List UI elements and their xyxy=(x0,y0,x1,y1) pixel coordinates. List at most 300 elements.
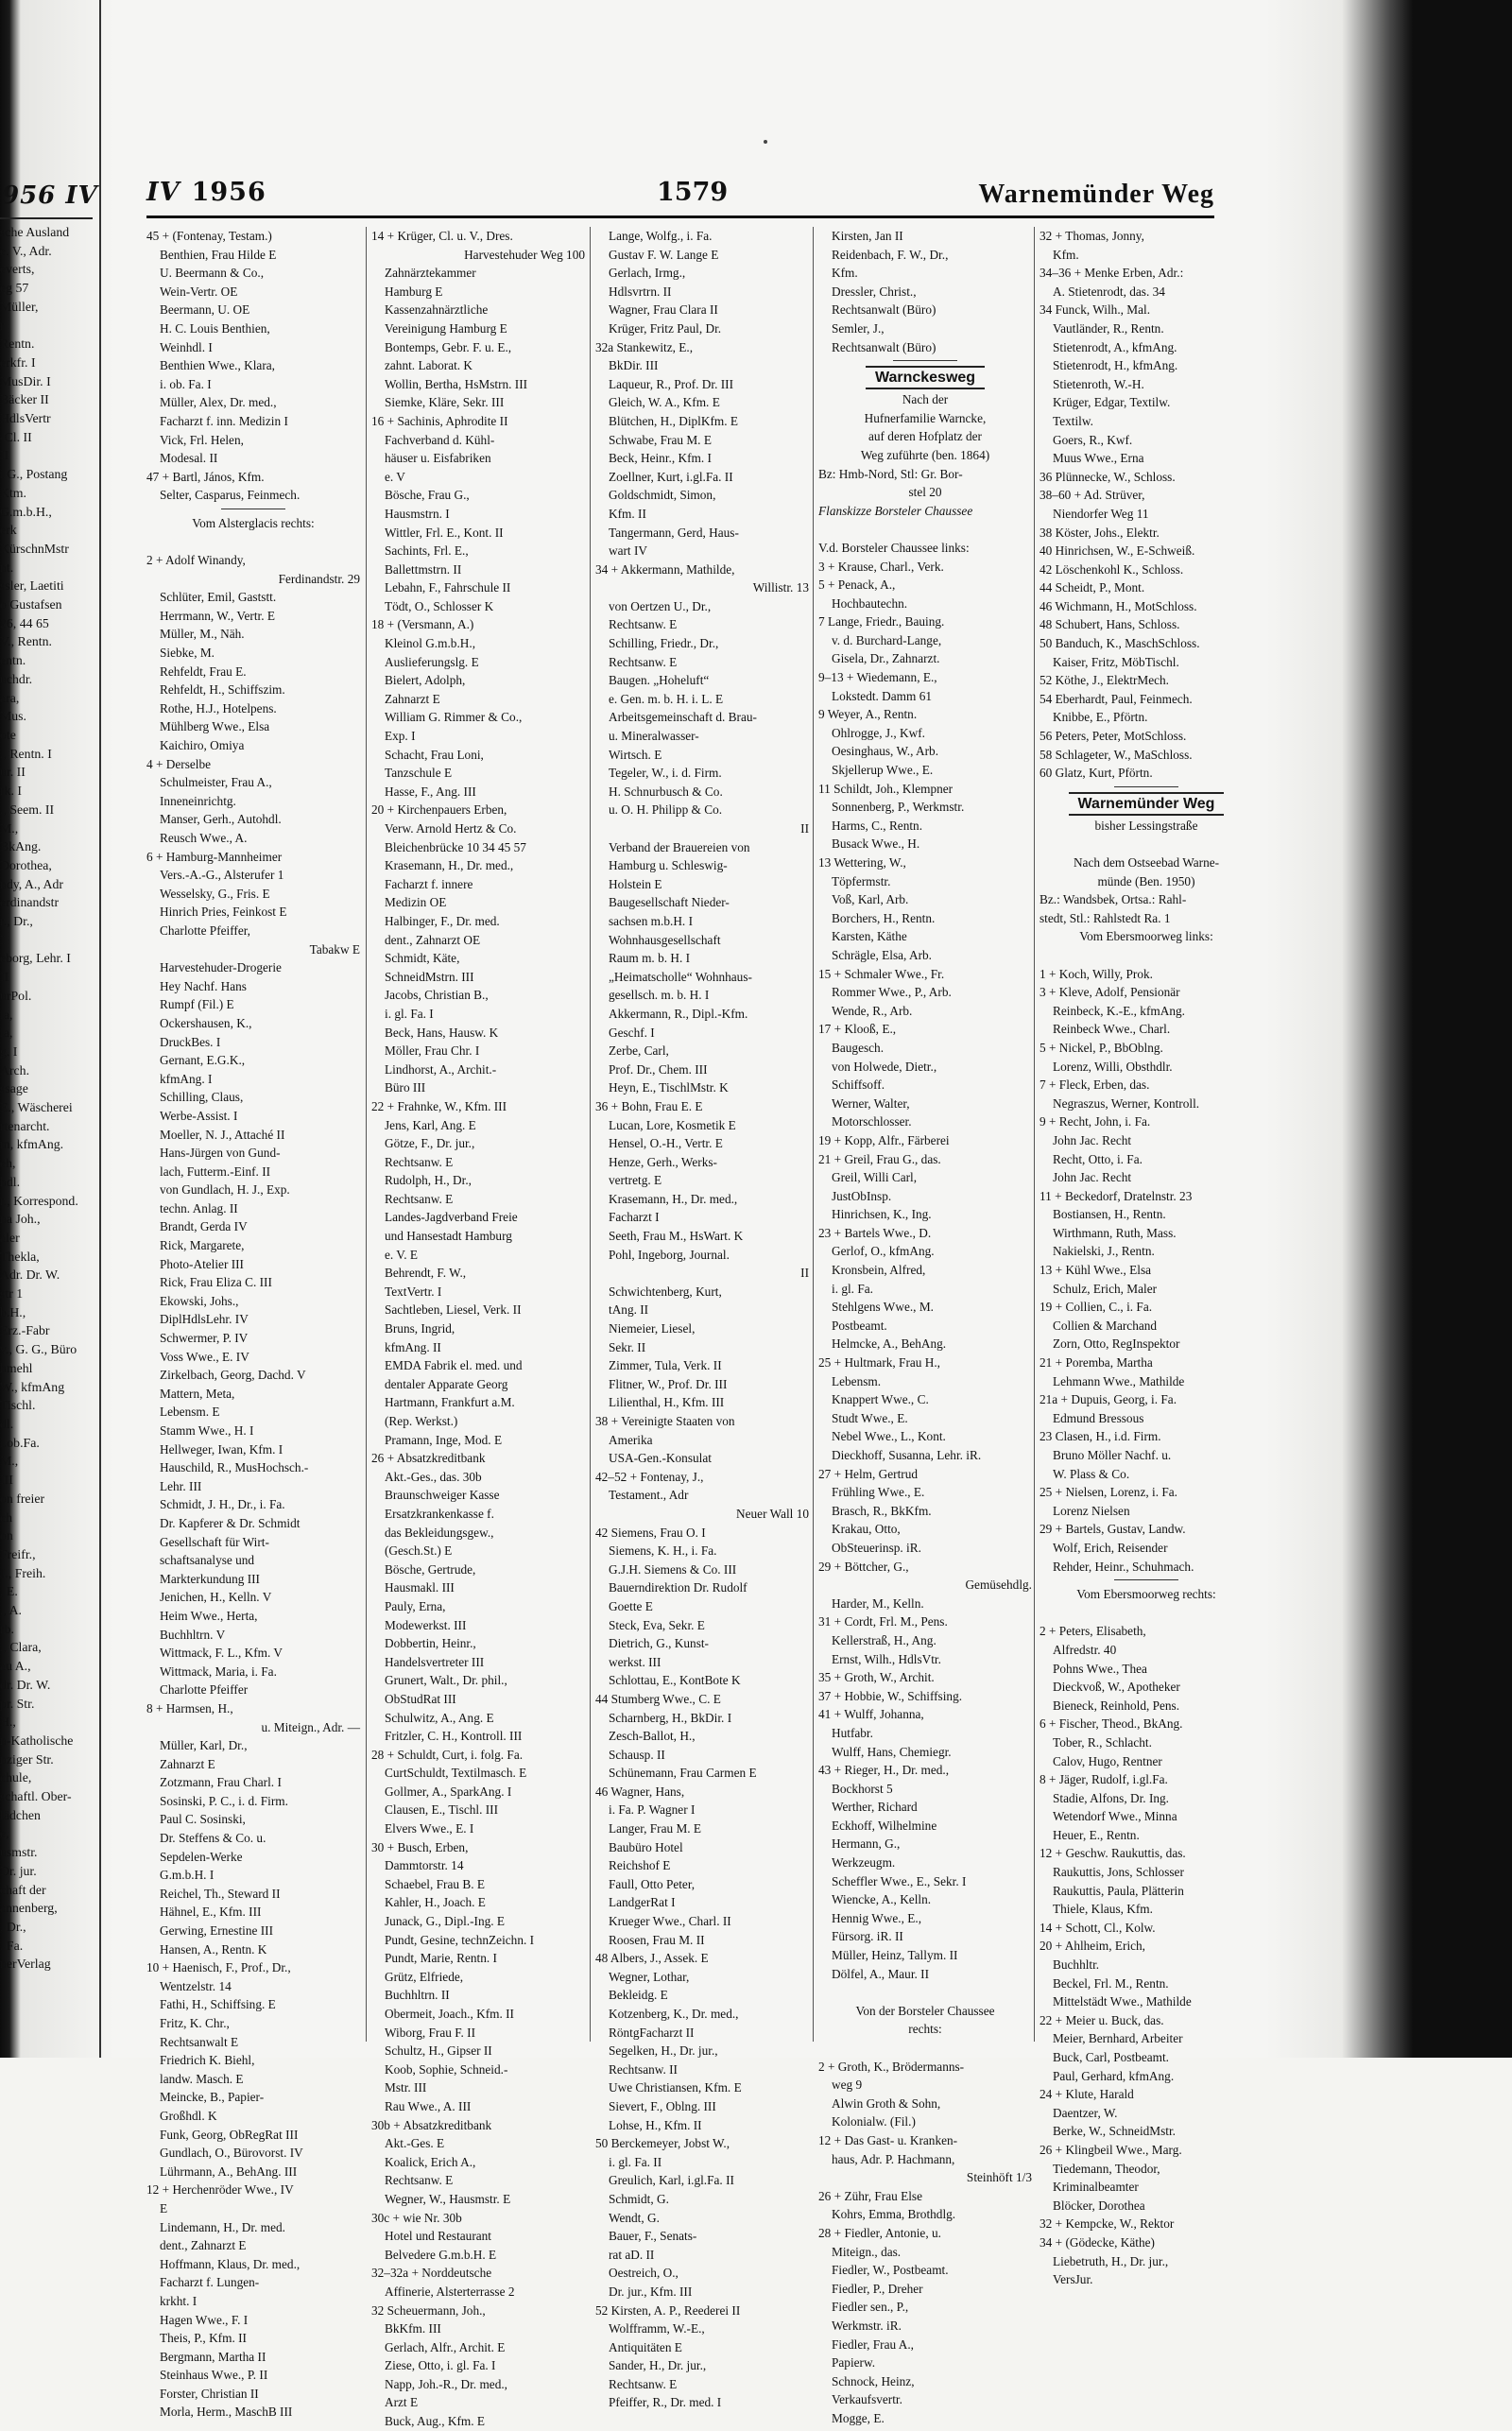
directory-entry-line: 56 Peters, Peter, MotSchloss. xyxy=(1040,729,1187,744)
directory-entry-line: Nach der xyxy=(902,392,949,407)
directory-entry-line: i. Fa. P. Wagner I xyxy=(609,1802,696,1818)
directory-entry-line: Willistr. 13 xyxy=(752,580,809,595)
directory-entry-line: Schultz, H., Gipser II xyxy=(385,2043,492,2059)
directory-entry-line: Weg zuführte (ben. 1864) xyxy=(860,447,990,462)
directory-entry-line: Dölfel, A., Maur. II xyxy=(832,1966,930,1981)
directory-entry-line: Schulz, Erich, Maler xyxy=(1053,1281,1158,1296)
directory-entry-line: Skjellerup Wwe., E. xyxy=(832,763,934,778)
directory-entry-line: Harvestehuder Weg 100 xyxy=(464,247,585,262)
previous-page-line: , E. xyxy=(0,1584,18,1599)
directory-entry-line: 13 + Kühl Wwe., Elsa xyxy=(1040,1263,1152,1278)
directory-entry-line: Lührmann, A., BehAng. III xyxy=(160,2164,298,2179)
directory-entry-line: Selter, Casparus, Feinmech. xyxy=(160,488,301,503)
directory-entry-line: Alwin Groth & Sohn, xyxy=(832,2095,941,2111)
directory-entry-line: 7 + Fleck, Erben, das. xyxy=(1040,1078,1150,1093)
directory-entry-line: 6 + Hamburg-Mannheimer xyxy=(146,849,283,864)
previous-page-line: chaft der xyxy=(0,1882,46,1897)
directory-entry-line: Herrmann, W., Vertr. E xyxy=(160,608,275,623)
directory-entry-line: Charlotte Pfeiffer xyxy=(160,1682,249,1698)
directory-entry-line: i. gl. Fa. I xyxy=(385,1006,434,1021)
directory-entry-line: Dr. jur., Kfm. III xyxy=(609,2284,693,2299)
directory-entry-line: 14 + Krüger, Cl. u. V., Dres. xyxy=(371,229,513,243)
directory-entry-line: Mattern, Meta, xyxy=(160,1386,235,1401)
directory-entry-line: Ohlrogge, J., Kwf. xyxy=(832,725,925,740)
directory-entry-line: Paul C. Sosinski, xyxy=(160,1812,246,1827)
directory-entry-line: Hähnel, E., Kfm. III xyxy=(160,1905,262,1920)
directory-entry-line: Gemüsehdlg. xyxy=(965,1578,1032,1593)
previous-page-line: ara, xyxy=(0,690,20,705)
previous-page-line: eh, xyxy=(0,1156,16,1171)
directory-entry-line: dentaler Apparate Georg xyxy=(385,1376,508,1391)
directory-entry-line: Schmidt, G. xyxy=(609,2191,669,2206)
directory-entry-line: Helmcke, A., BehAng. xyxy=(832,1336,947,1352)
directory-entry-line: 5 + Nickel, P., BbOblng. xyxy=(1040,1040,1163,1055)
previous-page-line: Tischl. xyxy=(0,1398,36,1413)
directory-entry-line: Henze, Gerh., Werks- xyxy=(609,1154,717,1169)
text-column-5 xyxy=(1040,227,1253,2287)
directory-entry-line: 48 Schubert, Hans, Schloss. xyxy=(1040,617,1180,632)
previous-page-line: chule, xyxy=(0,1770,32,1785)
directory-entry-line: Uwe Christiansen, Kfm. E xyxy=(609,2080,742,2095)
previous-page-line: nziger Str. xyxy=(0,1751,54,1767)
directory-entry-line: Bauerndirektion Dr. Rudolf xyxy=(609,1580,747,1595)
directory-entry-line: Stietenrodt, H., kfmAng. xyxy=(1053,358,1178,373)
directory-entry-line: Krueger Wwe., Charl. II xyxy=(609,1914,731,1929)
previous-page-line: ., Rentn. I xyxy=(0,746,52,761)
directory-entry-line: Stadie, Alfons, Dr. Ing. xyxy=(1053,1790,1169,1805)
previous-page-line: Bäcker II xyxy=(0,392,49,407)
previous-page-line: lädchen xyxy=(0,1807,41,1822)
previous-page-line: Thekla, xyxy=(0,1249,40,1264)
directory-entry-line xyxy=(1040,946,1253,965)
directory-entry-line: schaftsanalyse und xyxy=(160,1553,255,1568)
directory-entry-line: (Gesch.St.) E xyxy=(385,1543,453,1559)
directory-entry-line xyxy=(1040,835,1253,853)
column-divider xyxy=(590,227,591,2042)
directory-entry-line: Papierw. xyxy=(832,2355,876,2371)
directory-entry-line: Belvedere G.m.b.H. E xyxy=(385,2247,497,2262)
directory-entry-line: Jacobs, Christian B., xyxy=(385,988,489,1003)
directory-entry-line: wart IV xyxy=(609,543,647,559)
directory-entry-line: Schünemann, Frau Carmen E xyxy=(609,1766,757,1781)
directory-entry-line: Charlotte Pfeiffer, xyxy=(160,922,250,938)
previous-page-line: erdinandstr xyxy=(0,895,60,910)
directory-entry-line: Stietenrodt, A., kfmAng. xyxy=(1053,339,1177,354)
directory-entry-line: A. Stietenrodt, das. 34 xyxy=(1053,284,1165,299)
directory-entry-line: Scheffler Wwe., E., Sekr. I xyxy=(832,1873,967,1888)
section-divider xyxy=(1040,1576,1253,1585)
previous-page-line: ssler, Laetiti xyxy=(0,578,64,594)
directory-entry-line: Hamburg E xyxy=(385,284,443,299)
directory-entry-line: 42 Siemens, Frau O. I xyxy=(595,1525,706,1540)
directory-entry-line: Wittmack, Maria, i. Fa. xyxy=(160,1664,277,1679)
directory-entry-line: 44 Stumberg Wwe., C. E xyxy=(595,1691,721,1706)
directory-entry-line: Gerlach, Irmg., xyxy=(609,266,686,281)
directory-entry-line: Wulff, Hans, Chemiegr. xyxy=(832,1744,952,1759)
directory-entry-line: Fiedler, Frau A., xyxy=(832,2336,914,2352)
directory-entry-line: Büro III xyxy=(385,1080,426,1095)
directory-entry-line: Kleinol G.m.b.H., xyxy=(385,636,476,651)
previous-page-line: -Cl. II xyxy=(0,429,32,444)
directory-entry-line: 15 + Schmaler Wwe., Fr. xyxy=(818,966,945,981)
directory-entry-line: 28 + Fiedler, Antonie, u. xyxy=(818,2225,941,2240)
directory-entry-line: Bergmann, Martha II xyxy=(160,2349,266,2364)
directory-entry-line: Forster, Christian II xyxy=(160,2386,259,2401)
directory-entry-line: Verw. Arnold Hertz & Co. xyxy=(385,821,517,836)
previous-page-line: 26, 44 65 xyxy=(0,615,49,630)
street-heading xyxy=(1040,792,1253,817)
directory-entry-line: Pauly, Erna, xyxy=(385,1598,446,1613)
directory-entry-line: Fritz, K. Chr., xyxy=(160,2016,230,2030)
directory-entry-line: Mittelstädt Wwe., Mathilde xyxy=(1053,1994,1192,2009)
directory-entry-line: Kfm. xyxy=(1053,247,1079,262)
directory-entry-line: Schiffsoff. xyxy=(832,1078,885,1093)
directory-entry-line: Rechtsanw. E xyxy=(609,2376,678,2391)
directory-entry-line: Borchers, H., Rentn. xyxy=(832,910,936,925)
directory-entry-line: u. Miteign., Adr. — xyxy=(261,1719,360,1734)
directory-entry-line: Meier, Bernhard, Arbeiter xyxy=(1053,2031,1183,2046)
directory-entry-line: Segelken, H., Dr. jur., xyxy=(609,2043,718,2059)
directory-entry-line: Exp. I xyxy=(385,729,416,744)
directory-entry-line: 38 + Vereinigte Staaten von xyxy=(595,1414,735,1428)
directory-entry-line: 17 + Klooß, E., xyxy=(818,1022,897,1037)
directory-entry-line: Studt Wwe., E. xyxy=(832,1410,908,1425)
directory-entry-line: 12 + Das Gast- u. Kranken- xyxy=(818,2132,958,2147)
running-street-title: Warnemünder Weg xyxy=(978,180,1214,209)
directory-entry-line: Sepdelen-Werke xyxy=(160,1849,243,1864)
directory-entry-line: 29 + Bartels, Gustav, Landw. xyxy=(1040,1522,1186,1537)
directory-entry-line: Harms, C., Rentn. xyxy=(832,818,923,833)
directory-entry-line: 9 Weyer, A., Rentn. xyxy=(818,707,918,722)
directory-entry-line: Ernst, Wilh., HdlsVtr. xyxy=(832,1651,941,1666)
previous-page-line: rb. xyxy=(0,1621,14,1636)
directory-entry-line: Knibbe, E., Pförtn. xyxy=(1053,710,1148,725)
directory-entry-line: Tanzschule E xyxy=(385,766,453,781)
previous-page-line: e, xyxy=(0,1826,9,1841)
directory-entry-line: Thiele, Klaus, Kfm. xyxy=(1053,1902,1153,1917)
directory-entry-line: Bleichenbrücke 10 34 45 57 xyxy=(385,839,526,854)
directory-entry-line: Seeth, Frau M., HsWart. K xyxy=(609,1229,744,1244)
directory-entry-line: Motorschlosser. xyxy=(832,1114,912,1129)
directory-entry-line: Hagen Wwe., F. I xyxy=(160,2312,249,2327)
directory-entry-line: Baugesch. xyxy=(832,1040,885,1055)
directory-entry-line: 30 + Busch, Erben, xyxy=(371,1839,469,1854)
directory-entry-line: Theis, P., Kfm. II xyxy=(160,2331,247,2346)
directory-entry-line: Schulmeister, Frau A., xyxy=(160,775,272,790)
previous-page-line: Dorothea, xyxy=(0,857,52,872)
directory-entry-line: Vom Ebersmoorweg links: xyxy=(1079,929,1213,944)
directory-entry-line: Hinrich Pries, Feinkost E xyxy=(160,905,287,920)
directory-entry-line: Dr. Kapferer & Dr. Schmidt xyxy=(160,1515,301,1530)
directory-entry-line: werkst. III xyxy=(609,1654,662,1669)
directory-entry-line: Buchhltrn. V xyxy=(160,1627,226,1642)
directory-entry-line: 21 + Greil, Frau G., das. xyxy=(818,1151,941,1166)
directory-entry-line: i. ob. Fa. I xyxy=(160,376,212,391)
directory-entry-line: rechts: xyxy=(908,2022,942,2037)
directory-entry-line: sachsen m.b.H. I xyxy=(609,913,693,928)
directory-entry-line: Schlüter, Emil, Gaststt. xyxy=(160,590,277,605)
directory-entry-line: Lebensm. xyxy=(832,1373,882,1388)
directory-entry-line: Beck, Hans, Hausw. K xyxy=(385,1025,499,1040)
directory-entry-line: Bösche, Frau G., xyxy=(385,488,470,503)
directory-entry-line: Schwermer, P. IV xyxy=(160,1331,249,1346)
directory-entry-line: Wegner, Lothar, xyxy=(609,1969,690,1984)
directory-entry-line: Vautländer, R., Rentn. xyxy=(1053,320,1164,336)
directory-entry-line: Schlottau, E., KontBote K xyxy=(609,1673,741,1688)
directory-entry-line: techn. Anlag. II xyxy=(160,1200,238,1216)
directory-entry-line: Zoellner, Kurt, i.gl.Fa. II xyxy=(609,469,733,484)
directory-entry-line xyxy=(818,520,1032,539)
directory-entry-line: 12 + Herchenröder Wwe., IV xyxy=(146,2182,294,2198)
directory-entry-line: Bieneck, Reinhold, Pens. xyxy=(1053,1698,1180,1713)
directory-entry-line: Gerlof, O., kfmAng. xyxy=(832,1244,935,1259)
directory-entry-line: Hansen, A., Rentn. K xyxy=(160,1941,267,1957)
directory-entry-line: Ersatzkrankenkasse f. xyxy=(385,1506,494,1521)
directory-entry-line: kfmAng. I xyxy=(160,1071,213,1086)
directory-entry-line: Sonnenberg, P., Werkmstr. xyxy=(832,800,965,815)
previous-page-text xyxy=(0,223,97,1974)
directory-entry-line: Zotzmann, Frau Charl. I xyxy=(160,1775,282,1790)
directory-entry-line: und Hansestadt Hamburg xyxy=(385,1229,512,1244)
directory-entry-line: Lokstedt. Damm 61 xyxy=(832,688,932,703)
directory-entry-line: 3 + Krause, Charl., Verk. xyxy=(818,559,944,574)
directory-entry-line: DruckBes. I xyxy=(160,1034,221,1049)
directory-entry-line: Brandt, Gerda IV xyxy=(160,1219,248,1234)
directory-entry-line: Paul, Gerhard, kfmAng. xyxy=(1053,2068,1175,2083)
directory-entry-line: Hensel, O.-H., Vertr. E xyxy=(609,1136,723,1151)
directory-entry-line: Junack, G., Dipl.-Ing. E xyxy=(385,1914,506,1929)
directory-entry-line: 52 Köthe, J., ElektrMech. xyxy=(1040,673,1170,688)
directory-entry-line: Busack Wwe., H. xyxy=(832,836,920,852)
directory-entry-line: Lindemann, H., Dr. med. xyxy=(160,2219,285,2234)
directory-entry-line: Edmund Bressous xyxy=(1053,1410,1144,1425)
directory-entry-line: Rechtsanw. E xyxy=(385,2173,454,2188)
directory-entry-line: EMDA Fabrik el. med. und xyxy=(385,1358,523,1373)
directory-entry-line: Bruno Möller Nachf. u. xyxy=(1053,1448,1172,1462)
directory-entry-line: Halbinger, F., Dr. med. xyxy=(385,913,500,928)
directory-entry-line: Funk, Georg, ObRegRat III xyxy=(160,2127,299,2142)
directory-entry-line: Siebke, M. xyxy=(160,646,215,661)
header-rule xyxy=(146,216,1214,218)
directory-entry-line: Kirsten, Jan II xyxy=(832,229,903,243)
directory-entry-line: Müller, Heinz, Tallym. II xyxy=(832,1948,958,1963)
column-divider xyxy=(813,227,814,2042)
directory-entry-line: Rechtsanwalt E xyxy=(160,2034,239,2049)
directory-entry-line: 40 Hinrichsen, W., E-Schweiß. xyxy=(1040,543,1195,559)
directory-entry-line: Hasse, F., Ang. III xyxy=(385,784,476,799)
section-divider xyxy=(1040,783,1253,792)
directory-entry-line: Baugesellschaft Nieder- xyxy=(609,895,730,910)
directory-entry-line: 5 + Penack, A., xyxy=(818,578,896,593)
directory-entry-line: Greil, Willi Carl, xyxy=(832,1170,918,1185)
directory-entry-line: Schnock, Heinz, xyxy=(832,2373,915,2388)
directory-entry-line: Heuer, E., Rentn. xyxy=(1053,1827,1140,1842)
previous-page-line: ssage xyxy=(0,1081,28,1096)
directory-entry-line: Medizin OE xyxy=(385,895,447,910)
previous-page-line: aler xyxy=(0,1230,20,1245)
directory-entry-line: Krasemann, H., Dr. med., xyxy=(609,1191,738,1206)
directory-entry-line: Tober, R., Schlacht. xyxy=(1053,1734,1152,1750)
directory-entry-line: von Holwede, Dietr., xyxy=(832,1059,937,1074)
directory-entry-line: Kassenzahnärztliche xyxy=(385,302,489,318)
directory-entry-line: Ockershausen, K., xyxy=(160,1015,252,1030)
directory-entry-line: Koob, Sophie, Schneid.- xyxy=(385,2061,508,2077)
directory-entry-line: Mühlberg Wwe., Elsa xyxy=(160,719,270,734)
directory-entry-line: 34 Funck, Wilh., Mal. xyxy=(1040,302,1151,318)
directory-entry-line: Dietrich, G., Kunst- xyxy=(609,1636,709,1651)
previous-page-line: erk xyxy=(0,523,17,538)
directory-entry-line: 26 + Zühr, Frau Else xyxy=(818,2188,922,2203)
directory-entry-line: landw. Masch. E xyxy=(160,2071,244,2086)
directory-entry-line: Grunert, Walt., Dr. phil., xyxy=(385,1673,507,1688)
directory-entry-line: Kfm. II xyxy=(609,506,646,521)
previous-page-line: , Dr., xyxy=(0,1919,26,1934)
directory-entry-line: das Bekleidungsgew., xyxy=(385,1525,494,1540)
directory-entry-line: Müller, Karl, Dr., xyxy=(160,1738,248,1753)
directory-entry-line: Baubüro Hotel xyxy=(609,1839,683,1854)
directory-entry-line: Semler, J., xyxy=(832,320,885,336)
directory-entry-line: Baugen. „Hoheluft“ xyxy=(609,673,710,688)
directory-entry-line: Jens, Karl, Ang. E xyxy=(385,1117,476,1132)
text-column-4 xyxy=(818,227,1032,2425)
directory-entry-line: Rehder, Heinr., Schuhmach. xyxy=(1053,1559,1194,1574)
directory-entry-line: Schilling, Claus, xyxy=(160,1090,244,1105)
previous-page-line: dl. xyxy=(0,1417,14,1431)
directory-entry-line: 27 + Helm, Gertrud xyxy=(818,1466,918,1481)
previous-page-line: rtenarcht. xyxy=(0,1118,50,1133)
directory-entry-line: Beckel, Frl. M., Rentn. xyxy=(1053,1975,1169,1991)
directory-entry-line: zahnt. Laborat. K xyxy=(385,358,473,373)
directory-entry-line: Morla, Herm., MaschB III xyxy=(160,2405,293,2420)
directory-entry-line: Vereinigung Hamburg E xyxy=(385,320,507,336)
directory-entry-line: John Jac. Recht xyxy=(1053,1170,1132,1185)
directory-entry-line: 2 + Groth, K., Brödermanns- xyxy=(818,2059,965,2074)
directory-entry-line: häuser u. Eisfabriken xyxy=(385,451,491,466)
directory-entry-line: Siemke, Kläre, Sekr. III xyxy=(385,395,505,410)
directory-entry-line: II xyxy=(800,1266,809,1281)
directory-entry-line: Arbeitsgemeinschaft d. Brau- xyxy=(609,710,757,725)
directory-entry-line: 24 + Klute, Harald xyxy=(1040,2087,1134,2102)
directory-entry-line: Steinhöft 1/3 xyxy=(966,2170,1032,2185)
previous-page-line: M., xyxy=(0,820,19,836)
directory-entry-line: Wendt, G. xyxy=(609,2210,660,2225)
directory-entry-line: Zirkelbach, Georg, Dachd. V xyxy=(160,1368,306,1383)
previous-page-line: entn. xyxy=(0,653,26,668)
previous-page-line: on freier xyxy=(0,1491,45,1506)
directory-entry-line: ObStudRat III xyxy=(385,1691,456,1706)
directory-entry-line: Stehlgens Wwe., M. xyxy=(832,1300,934,1315)
directory-entry-line: Arzt E xyxy=(385,2395,419,2410)
directory-entry-line: Hausmstrn. I xyxy=(385,506,450,521)
directory-entry-line: Lorenz Nielsen xyxy=(1053,1503,1130,1518)
directory-entry-line: Facharzt I xyxy=(609,1210,660,1225)
directory-entry-line: Müller, M., Näh. xyxy=(160,627,245,642)
volume-year xyxy=(146,178,266,207)
column-divider xyxy=(366,227,367,2042)
directory-entry-line: Werkmstr. iR. xyxy=(832,2318,902,2333)
directory-entry-line: Schulwitz, A., Ang. E xyxy=(385,1710,494,1725)
directory-entry-line: Werbe-Assist. I xyxy=(160,1108,238,1123)
street-heading-text: Warnckesweg xyxy=(866,366,985,389)
previous-page-line: KürschnMstr xyxy=(0,541,69,556)
directory-entry-line: Ferdinandstr. 29 xyxy=(278,571,360,586)
directory-entry-line: Wein-Vertr. OE xyxy=(160,284,238,299)
directory-entry-line: bisher Lessingstraße xyxy=(1094,818,1198,833)
directory-entry-line: Gesellschaft für Wirt- xyxy=(160,1534,269,1549)
directory-entry-line: Gerlach, Alfr., Archit. E xyxy=(385,2339,506,2354)
previous-page-line: nt. xyxy=(0,560,14,575)
directory-entry-line: H. C. Louis Benthien, xyxy=(160,320,270,336)
directory-entry-line: Hermann, G., xyxy=(832,1836,901,1852)
directory-entry-line: Krüger, Fritz Paul, Dr. xyxy=(609,320,722,336)
directory-entry-line: Dr. Steffens & Co. u. xyxy=(160,1831,266,1846)
directory-entry-line: Raukuttis, Jons, Schlosser xyxy=(1053,1865,1184,1880)
directory-entry-line: 48 Albers, J., Assek. E xyxy=(595,1951,709,1966)
directory-entry-line: USA-Gen.-Konsulat xyxy=(609,1451,712,1466)
previous-page-line: ndy, A., Adr xyxy=(0,876,63,891)
directory-entry-line: rat aD. II xyxy=(609,2247,655,2262)
directory-entry-line: Kronsbein, Alfred, xyxy=(832,1263,926,1278)
directory-entry-line: 31 + Cordt, Frl. M., Pens. xyxy=(818,1614,948,1629)
page-header xyxy=(146,178,1214,212)
directory-entry-line: Sachtleben, Liesel, Verk. II xyxy=(385,1302,522,1318)
previous-page-line: everts, xyxy=(0,262,35,277)
directory-entry-line: Antiquitäten E xyxy=(609,2339,682,2354)
directory-entry-line: Nach dem Ostseebad Warne- xyxy=(1073,855,1220,870)
directory-entry-line: Rechtsanwalt (Büro) xyxy=(832,302,936,318)
directory-entry-line: 38 Köster, Johs., Elektr. xyxy=(1040,525,1160,540)
previous-page-line: on xyxy=(0,1528,13,1543)
previous-page-line: Rentn. xyxy=(0,336,35,352)
directory-entry-line: lach, Futterm.-Einf. II xyxy=(160,1164,271,1179)
directory-entry-line: Rechtsanwalt (Büro) xyxy=(832,339,936,354)
directory-entry-line: JustObInsp. xyxy=(832,1188,892,1203)
directory-entry-line: Bz: Hmb-Nord, Stl: Gr. Bor- xyxy=(818,466,963,481)
directory-entry-line: 28 + Schuldt, Curt, i. folg. Fa. xyxy=(371,1747,524,1762)
directory-entry-line: Napp, Joh.-R., Dr. med., xyxy=(385,2376,508,2391)
directory-entry-line: Niendorfer Weg 11 xyxy=(1053,506,1149,521)
directory-entry-line: Hdlsvrtrn. II xyxy=(609,284,672,299)
directory-entry-line: Testament., Adr xyxy=(609,1488,689,1503)
directory-entry-line: Wittler, Frl. E., Kont. II xyxy=(385,525,504,540)
directory-entry-line: BkDir. III xyxy=(609,358,659,373)
directory-entry-line: Markterkundung III xyxy=(160,1571,260,1586)
directory-entry-line: e. Gen. m. b. H. i. L. E xyxy=(609,691,724,706)
directory-entry-line: Tabakw E xyxy=(309,941,360,957)
directory-entry-line: gesellsch. m. b. H. I xyxy=(609,988,710,1003)
directory-entry-line: Affinerie, Alsterterrasse 2 xyxy=(385,2284,515,2299)
directory-entry-line: Bekleidg. E xyxy=(609,1988,668,2003)
directory-entry-line: Hellweger, Iwan, Kfm. I xyxy=(160,1441,284,1457)
previous-page-rule xyxy=(0,217,93,219)
directory-entry-line: 18 + (Versmann, A.) xyxy=(371,617,474,632)
directory-entry-line: kfmAng. II xyxy=(385,1339,441,1354)
directory-entry-line: Fiedler, P., Dreher xyxy=(832,2281,923,2296)
directory-entry-line: Wolfframm, W.-E., xyxy=(609,2321,705,2336)
directory-entry-line xyxy=(1040,1604,1253,1623)
directory-entry-line: Bockhorst 5 xyxy=(832,1781,893,1796)
directory-entry-line: Miteign., das. xyxy=(832,2244,902,2259)
previous-page-line: MusDir. I xyxy=(0,373,51,388)
previous-page-line: BkAng. xyxy=(0,839,42,854)
directory-entry-line: Grütz, Elfriede, xyxy=(385,1969,464,1984)
directory-entry-line: 29 + Böttcher, G., xyxy=(818,1559,909,1574)
directory-entry-line: Sosinski, P. C., i. d. Firm. xyxy=(160,1793,288,1808)
directory-entry-line: Kellerstraß, H., Ang. xyxy=(832,1632,936,1647)
section-divider xyxy=(146,505,360,514)
previous-page-line: J., Freih. xyxy=(0,1565,46,1580)
previous-page-line: au A., xyxy=(0,1659,31,1674)
